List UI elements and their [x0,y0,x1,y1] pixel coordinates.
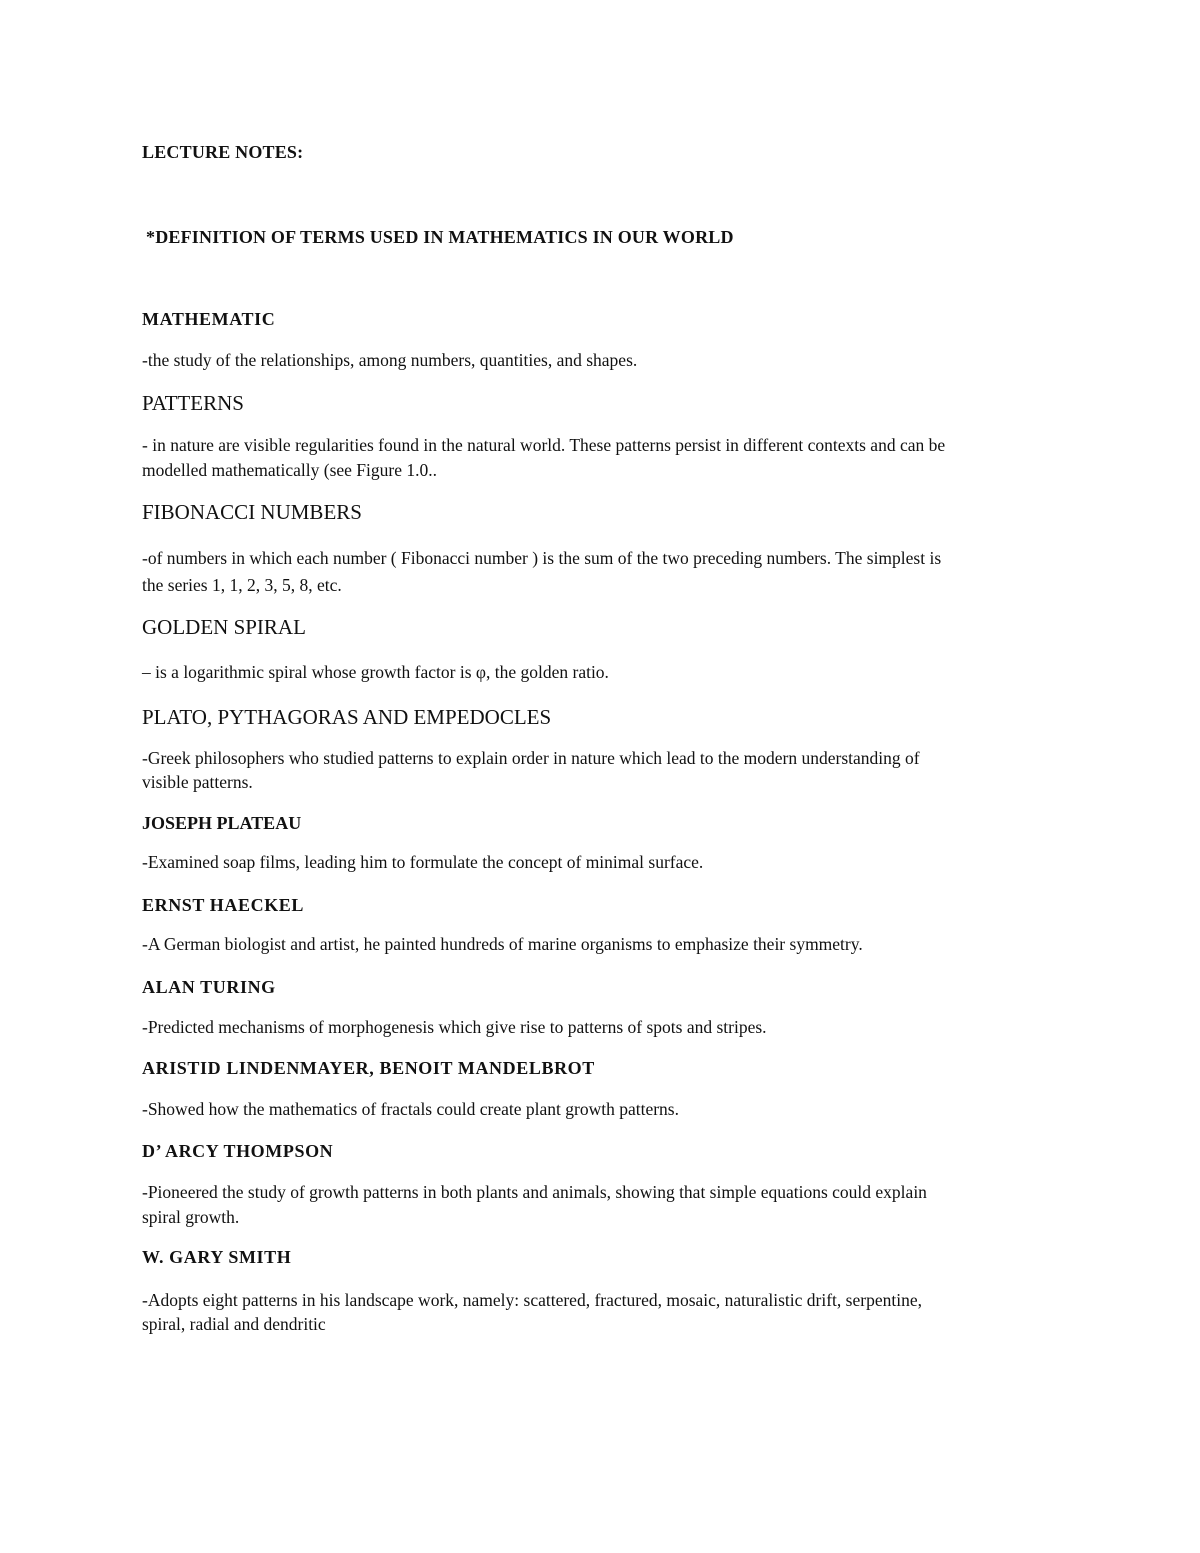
definition-line: -A German biologist and artist, he painted hundreds of marine organisms to emphasize their symmetry. [142,934,863,954]
term-heading-patterns: PATTERNS [142,391,244,415]
definition-line: spiral growth. [142,1207,240,1227]
term-heading-golden-spiral: GOLDEN SPIRAL [142,615,306,639]
term-heading-lindenmayer-mandelbrot: ARISTID LINDENMAYER, BENOIT MANDELBROT [142,1058,595,1078]
definition-line: -Greek philosophers who studied patterns to explain order in nature which lead to the modern understanding of [142,748,920,768]
term-heading-mathematic: MATHEMATIC [142,309,276,329]
term-heading-ernst-haeckel: ERNST HAECKEL [142,895,305,915]
definition-line: – is a logarithmic spiral whose growth factor is φ, the golden ratio. [142,662,609,682]
definition-line: modelled mathematically (see Figure 1.0.. [142,460,437,480]
term-heading-joseph-plateau: JOSEPH PLATEAU [142,813,302,833]
term-heading-darcy-thompson: D’ ARCY THOMPSON [142,1141,334,1161]
term-heading-alan-turing: ALAN TURING [142,977,276,997]
definition-line: -Examined soap films, leading him to formulate the concept of minimal surface. [142,852,704,872]
definition-line: -of numbers in which each number ( Fibonacci number ) is the sum of the two preceding numbers. The simplest is [142,548,942,568]
definition-line: visible patterns. [142,772,253,792]
definition-line: -Showed how the mathematics of fractals could create plant growth patterns. [142,1099,679,1119]
definition-line: -the study of the relationships, among numbers, quantities, and shapes. [142,350,638,370]
term-heading-w-gary-smith: W. GARY SMITH [142,1247,292,1267]
definition-line: spiral, radial and dendritic [142,1314,326,1334]
term-heading-plato-pythagoras-empedocles: PLATO, PYTHAGORAS AND EMPEDOCLES [142,705,552,729]
definition-line: the series 1, 1, 2, 3, 5, 8, etc. [142,575,342,595]
document-subtitle: *DEFINITION OF TERMS USED IN MATHEMATICS IN OUR WORLD [146,227,734,247]
document-title: LECTURE NOTES: [142,142,304,162]
definition-line: -Pioneered the study of growth patterns in both plants and animals, showing that simple equations could explain [142,1182,927,1202]
definition-line: -Predicted mechanisms of morphogenesis which give rise to patterns of spots and stripes. [142,1017,767,1037]
definition-line: -Adopts eight patterns in his landscape work, namely: scattered, fractured, mosaic, naturalistic drift, serpentine, [142,1290,922,1310]
definition-line: - in nature are visible regularities found in the natural world. These patterns persist in different contexts and can be [142,435,946,455]
term-heading-fibonacci-numbers: FIBONACCI NUMBERS [142,500,362,524]
